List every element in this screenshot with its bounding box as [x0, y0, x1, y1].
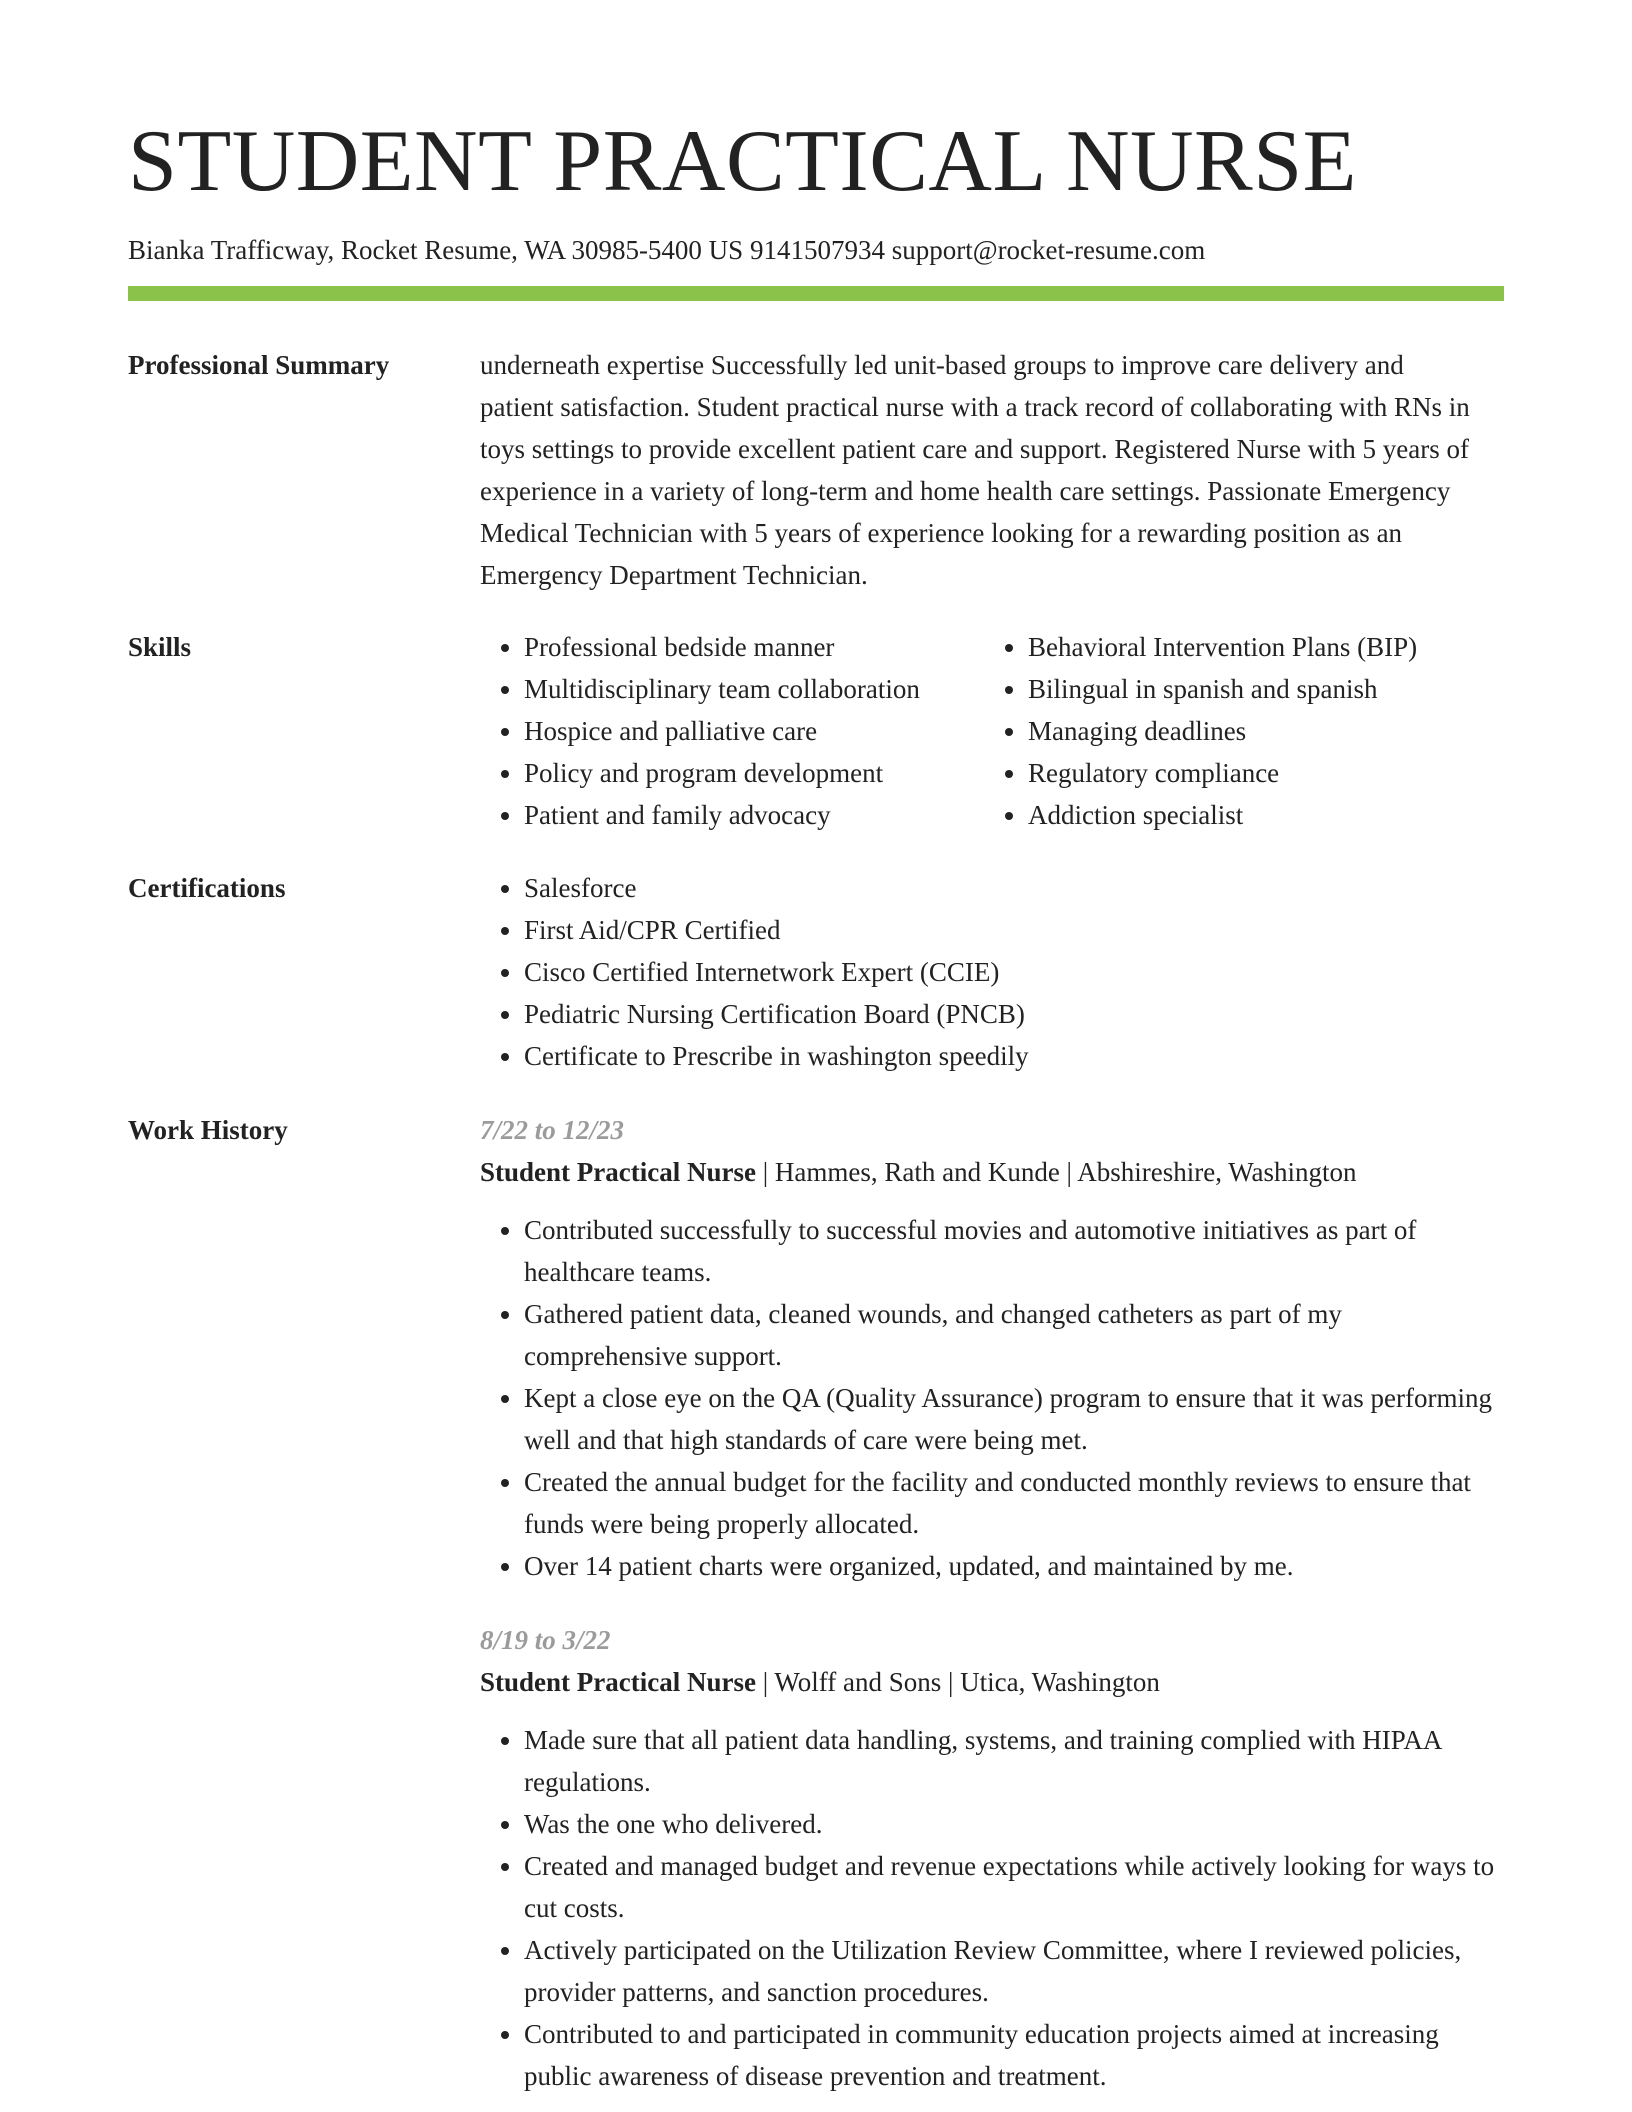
work-history-label: Work History [128, 1115, 288, 1145]
job-employer-location: | Hammes, Rath and Kunde | Abshireshire, Washington [755, 1157, 1357, 1187]
certification-item: • Cisco Certified Internetwork Expert (CCIE) [524, 951, 1504, 993]
job-bullets [480, 1209, 1504, 1587]
job-entry [480, 1109, 1504, 1587]
job-bullet: • Contributed successfully to successful movies and automotive initiatives as part of healthcare teams. [524, 1209, 1504, 1293]
skill-item: • Bilingual in spanish and spanish [1028, 668, 1504, 710]
resume-title: STUDENT PRACTICAL NURSE [128, 113, 1357, 210]
job-bullet: • Created the annual budget for the facility and conducted monthly reviews to ensure that funds were being properly allocated. [524, 1461, 1504, 1545]
job-bullet: • Made sure that all patient data handling, systems, and training complied with HIPAA regulations. [524, 1719, 1504, 1803]
skill-item: • Policy and program development [524, 752, 984, 794]
job-bullet: • Gathered patient data, cleaned wounds, and changed catheters as part of my comprehensive support. [524, 1293, 1504, 1377]
job-bullet: • Actively participated on the Utilization Review Committee, where I reviewed policies, provider patterns, and sanction procedures. [524, 1929, 1504, 2013]
summary-text: underneath expertise Successfully led unit-based groups to improve care delivery and patient satisfaction. Student practical nurse with a track record of collaborating with RNs in toys settings to provide excellent patient care and support. Registered Nurse with 5 years of experience in a variety of long-term and home health care settings. Passionate Emergency Medical Technician with 5 years of experience looking for a rewarding position as an Emergency Department Technician. [480, 350, 1470, 590]
job-bullet: • Contributed to and participated in community education projects aimed at increasing public awareness of disease prevention and treatment. [524, 2013, 1504, 2097]
job-title: Student Practical Nurse [480, 1157, 756, 1187]
job-bullet: • Over 14 patient charts were organized, updated, and maintained by me. [524, 1545, 1504, 1587]
skills-label: Skills [128, 632, 192, 662]
certification-item: • Salesforce [524, 867, 1504, 909]
skill-item: • Hospice and palliative care [524, 710, 984, 752]
job-heading [480, 1661, 1504, 1703]
job-entry [480, 1619, 1504, 2097]
job-dates: 7/22 to 12/23 [480, 1115, 625, 1145]
certification-item: • Certificate to Prescribe in washington speedily [524, 1035, 1504, 1077]
job-bullet: • Was the one who delivered. [524, 1803, 1504, 1845]
skill-item: • Behavioral Intervention Plans (BIP) [1028, 626, 1504, 668]
certification-item: • First Aid/CPR Certified [524, 909, 1504, 951]
contact-line: Bianka Trafficway, Rocket Resume, WA 30985-5400 US 9141507934 support@rocket-resume.com [128, 235, 1206, 265]
job-employer-location: | Wolff and Sons | Utica, Washington [755, 1667, 1160, 1697]
certifications-list [480, 867, 1504, 1077]
skills-grid [480, 626, 1504, 836]
job-bullet: • Created and managed budget and revenue expectations while actively looking for ways to cut costs. [524, 1845, 1504, 1929]
skill-item: • Multidisciplinary team collaboration [524, 668, 984, 710]
skill-item: • Regulatory compliance [1028, 752, 1504, 794]
skill-item: • Managing deadlines [1028, 710, 1504, 752]
skill-item: • Addiction specialist [1028, 794, 1504, 836]
certifications-label: Certifications [128, 873, 286, 903]
header-divider [128, 286, 1504, 301]
job-heading [480, 1151, 1504, 1193]
job-dates: 8/19 to 3/22 [480, 1625, 611, 1655]
skills-list-left [480, 626, 984, 836]
skills-list-right [984, 626, 1504, 836]
certification-item: • Pediatric Nursing Certification Board (PNCB) [524, 993, 1504, 1035]
skill-item: • Professional bedside manner [524, 626, 984, 668]
job-bullets [480, 1719, 1504, 2097]
skill-item: • Patient and family advocacy [524, 794, 984, 836]
job-bullet: • Kept a close eye on the QA (Quality Assurance) program to ensure that it was performing well and that high standards of care were being met. [524, 1377, 1504, 1461]
job-title: Student Practical Nurse [480, 1667, 756, 1697]
summary-label: Professional Summary [128, 350, 390, 380]
